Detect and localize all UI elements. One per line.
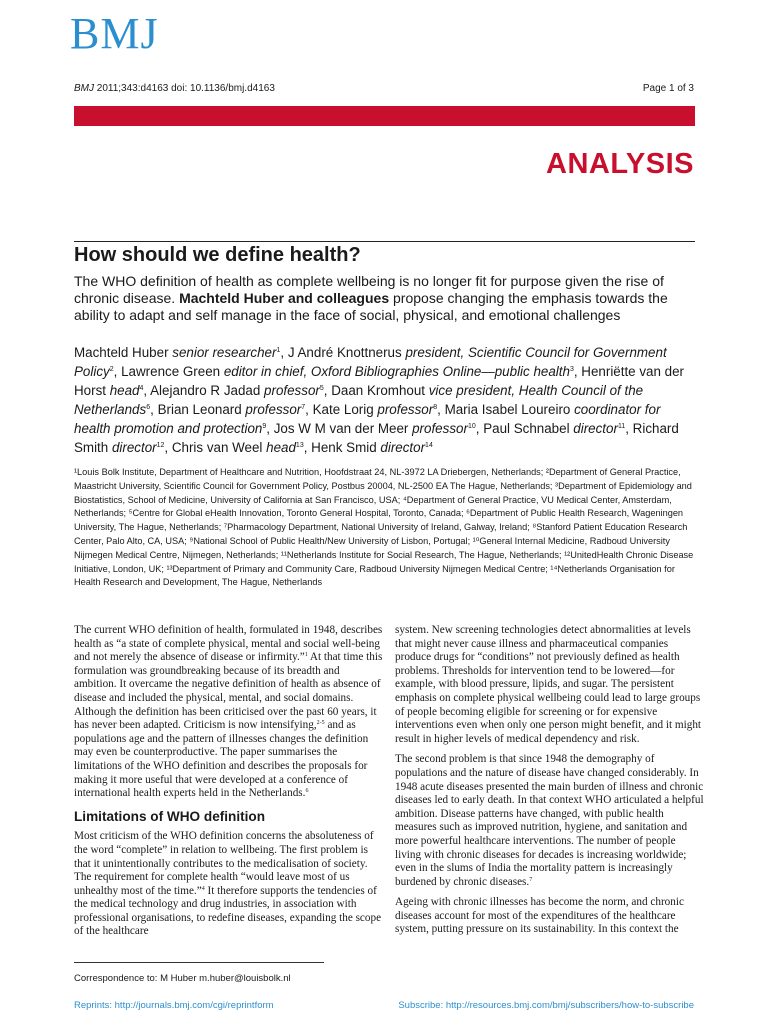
- body-paragraph: system. New screening technologies detect abnormalities at levels that might never cause illness and pharmaceutical companies produce drugs for “conditions” not previously defined as health problems. Thresholds for intervention tend to be lowered—for example, with blood pressure, lipids, and sugar. The persistent emphasis on complete physical wellbeing could lead to large groups of people becoming eligible for screening or for expensive interventions even when only one person might benefit, and it might result in higher levels of medical dependency and risk.: [395, 624, 702, 745]
- author-role: professor: [412, 421, 468, 436]
- author-name: Lawrence Green: [121, 364, 224, 379]
- author-affiliation-number: 7: [301, 404, 306, 411]
- author-role: director: [380, 440, 426, 455]
- affiliations: ¹Louis Bolk Institute, Department of Healthcare and Nutrition, Hoofdstraat 24, NL-3972 LA Driebergen, Netherlands; ²Department of General Practice, Maastricht University, Scientific Council for Government Policy, Postbus 20004, NL-2500 EA The Hague, Netherlands; ³Department of Epidemiology and Biostatistics, School of Medicine, University of California at San Francisco, USA; ⁴Department of General Practice, VU Medical Center, Amsterdam, Netherlands; ⁵Centre for Global eHealth Innovation, Toronto General Hospital, Toronto, Canada; ⁶Department of Public Health Research, Wageningen University, The Hague, Netherlands; ⁷Pharmacology Department, National University of Ireland, Galway, Ireland; ⁸Stanford Patient Education Research Center, Palo Alto, CA, USA; ⁹National School of Public Health/New University of Lisbon, Portugal; ¹⁰General Internal Medicine, Radboud University Nijmegen Medical Centre, Nijmegen, Netherlands; ¹¹Netherlands Institute for Social Research, The Hague, Netherlands; ¹²UnitedHealth Chronic Disease Initiative, London, UK; ¹³Department of Primary and Community Care, Radboud University Nijmegen Medical Centre; ¹⁴Netherlands Organisation for Health Research and Development, The Hague, Netherlands: [74, 467, 694, 588]
- correspondence: Correspondence to: M Huber m.huber@louisbolk.nl: [74, 973, 291, 984]
- author-affiliation-number: 2: [109, 366, 114, 373]
- author-affiliation-number: 13: [295, 442, 304, 449]
- page-number: Page 1 of 3: [642, 83, 694, 94]
- author-role: director: [111, 440, 157, 455]
- standfirst-authors: Machteld Huber and colleagues: [179, 290, 390, 306]
- author: [150, 383, 324, 398]
- standfirst: The WHO definition of health as complete wellbeing is no longer fit for purpose given the rise of chronic disease. Machteld Huber and colleagues propose changing the emphasis towards the ability to adapt and self manage in the face of social, physical, and emotional challenges: [74, 273, 668, 323]
- author-role: president, Scientific Council for Government Policy: [74, 345, 667, 379]
- author: [172, 440, 304, 455]
- author-role: professor: [377, 402, 434, 417]
- author-affiliation-number: 5: [319, 385, 324, 392]
- author-name: J André Knottnerus: [287, 345, 406, 360]
- author: [74, 345, 280, 360]
- author-role: coordinator for health promotion and protection: [74, 402, 661, 436]
- author-affiliation-number: 1: [276, 347, 281, 354]
- header-bar: [74, 106, 695, 126]
- body-paragraph: The current WHO definition of health, formulated in 1948, describes health as “a state of complete physical, mental and social well-being and not merely the absence of disease or infirmity.”$^1$ At that time this formulation was groundbreaking because of its breadth and ambition. It overcame the negative definition of health as absence of disease and included the physical, mental, and social domains. Although the definition has been criticised over the past 60 years, it has never been adapted. Criticism is now intensifying,$^{2-5}$ and as populations age and the pattern of illnesses changes the definition may even be counterproductive. The paper summarises the limitations of the WHO definition and describes the proposals for making it more useful that were developed at a conference of international health experts held in the Netherlands.$^6$: [74, 624, 383, 800]
- journal-name: BMJ: [74, 83, 94, 94]
- author-name: Maria Isabel Loureiro: [444, 402, 575, 417]
- bmj-logo: BMJ: [70, 9, 159, 58]
- citation: [74, 83, 275, 94]
- body-paragraph: Most criticism of the WHO definition concerns the absoluteness of the word “complete” in relation to wellbeing. The first problem is that it unintentionally contributes to the medicalisation of society. The requirement for complete health “would leave most of us unhealthy most of the time.”$^4$ It therefore supports the tendencies of the medical technology and drug industries, in association with professional organisations, to redefine diseases, expanding the scope of the healthcare: [74, 830, 382, 938]
- author-role: editor in chief, Oxford Bibliographies Online—public health: [223, 364, 570, 379]
- author-name: Brian Leonard: [157, 402, 246, 417]
- author-affiliation-number: 4: [139, 385, 144, 392]
- author-name: Chris van Weel: [171, 440, 267, 455]
- author-affiliation-number: 10: [467, 423, 476, 430]
- footnote-rule: [74, 962, 324, 963]
- section-label: ANALYSIS: [546, 148, 694, 180]
- author-list: Machteld Huber senior researcher$^1$, J André Knottnerus president, Scientific Council for Government Policy$^2$, Lawrence Green editor in chief, Oxford Bibliographies Online—public health$^3$, Henriëtte van der Horst head$^4$, Alejandro R Jadad professor$^5$, Daan Kromhout vice president, Health Council of the Netherlands$^6$, Brian Leonard professor$^7$, Kate Lorig professor$^8$, Maria Isabel Loureiro coordinator for health promotion and protection$^9$, Jos W M van der Meer professor$^{10}$, Paul Schnabel director$^{11}$, Richard Smith director$^{12}$, Chris van Weel head$^{13}$, Henk Smid director$^{14}$: [74, 345, 685, 455]
- body-column-right: [395, 624, 704, 944]
- author-name: Daan Kromhout: [331, 383, 429, 398]
- body-column-left: [74, 624, 383, 946]
- author-affiliation-number: 8: [433, 404, 438, 411]
- citation-details: 2011;343:d4163 doi: 10.1136/bmj.d4163: [94, 83, 275, 94]
- author-name: Paul Schnabel: [483, 421, 574, 436]
- author-role: senior researcher: [172, 345, 277, 360]
- author-name: Jos W M van der Meer: [273, 421, 413, 436]
- author-name: Kate Lorig: [312, 402, 378, 417]
- author-name: Henriëtte van der Horst: [74, 364, 685, 398]
- article-title: How should we define health?: [74, 244, 361, 266]
- author-role: director: [573, 421, 618, 436]
- section-heading: Limitations of WHO definition: [74, 808, 266, 824]
- author-affiliation-number: 14: [425, 442, 433, 449]
- author-role: head: [109, 383, 140, 398]
- author: [311, 440, 433, 455]
- author-affiliation-number: 12: [156, 442, 165, 449]
- body-paragraph: The second problem is that since 1948 the demography of populations and the nature of disease have changed considerably. In 1948 acute diseases presented the main burden of illness and chronic diseases led to early death. In that context WHO articulated a helpful ambition. Disease patterns have changed, with public health measures such as improved nutrition, hygiene, and sanitation and more powerful healthcare interventions. The number of people living with chronic diseases for decades is increasing worldwide; even in the slums of India the mortality pattern is increasingly burdened by chronic diseases.$^7$: [395, 753, 704, 888]
- author: [158, 402, 306, 417]
- title-rule: [74, 241, 695, 242]
- author-role: head: [266, 440, 296, 455]
- author-role: vice president, Health Council of the Netherlands: [74, 383, 644, 417]
- author: [274, 421, 476, 436]
- author-name: Henk Smid: [311, 440, 381, 455]
- author-affiliation-number: 9: [262, 423, 267, 430]
- author-affiliation-number: 3: [569, 366, 574, 373]
- author: [313, 402, 438, 417]
- reprints-link[interactable]: Reprints: http://journals.bmj.com/cgi/reprintform: [74, 1000, 274, 1011]
- author-affiliation-number: 6: [146, 404, 151, 411]
- author-role: professor: [264, 383, 320, 398]
- author-name: Richard Smith: [74, 421, 679, 455]
- author-name: Alejandro R Jadad: [150, 383, 265, 398]
- author-name: Machteld Huber: [74, 345, 173, 360]
- author-role: professor: [245, 402, 302, 417]
- author: [483, 421, 625, 436]
- body-paragraph: Ageing with chronic illnesses has become the norm, and chronic diseases account for most of the expenditures of the healthcare system, putting pressure on its sustainability. In this context the: [395, 896, 684, 936]
- author: [121, 364, 574, 379]
- author-affiliation-number: 11: [617, 423, 626, 430]
- subscribe-link[interactable]: Subscribe: http://resources.bmj.com/bmj/subscribers/how-to-subscribe: [398, 1000, 694, 1011]
